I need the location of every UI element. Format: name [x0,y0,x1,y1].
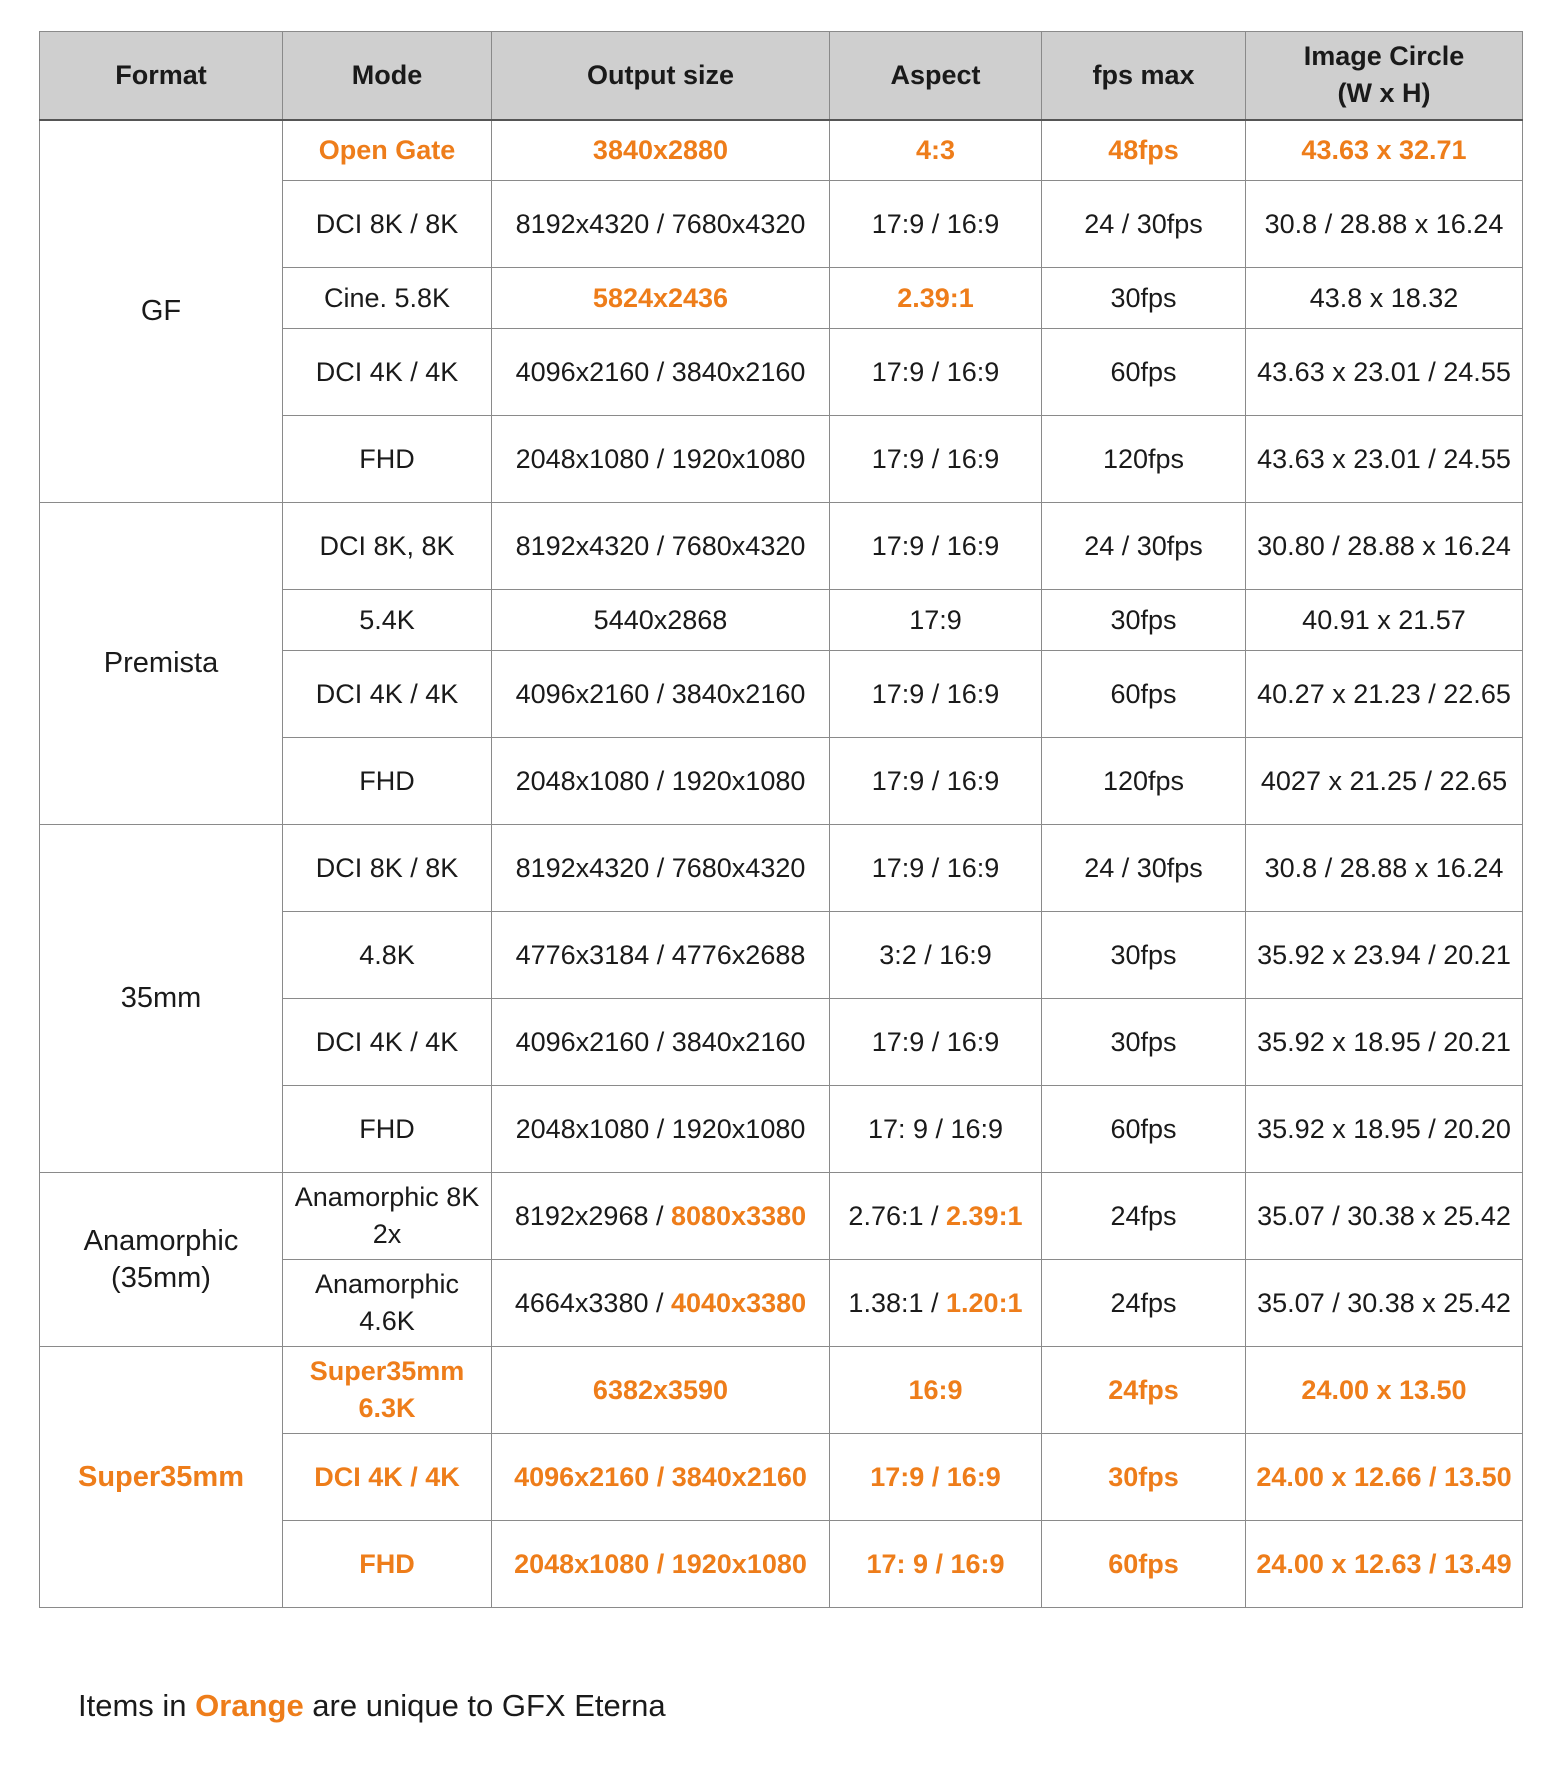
image-circle-cell: 24.00 x 12.63 / 13.49 [1246,1521,1523,1608]
fps-cell: 120fps [1042,416,1246,503]
aspect-cell: 17:9 / 16:9 [830,999,1042,1086]
output-cell: 2048x1080 / 1920x1080 [492,1086,830,1173]
mode-line1: Anamorphic [314,1269,460,1299]
mode-cell: DCI 4K / 4K [283,329,492,416]
header-aspect: Aspect [830,32,1042,120]
output-unique: 8080x3380 [671,1200,807,1231]
fps-cell: 60fps [1042,1086,1246,1173]
output-cell: 8192x4320 / 7680x4320 [492,503,830,590]
fps-cell: 24fps [1042,1347,1246,1434]
aspect-cell: 17:9 / 16:9 [830,651,1042,738]
aspect-cell: 17:9 / 16:9 [830,181,1042,268]
footnote [78,1688,666,1724]
aspect-separator: / [923,1200,947,1231]
mode-cell [283,1173,492,1260]
footnote-highlight: Orange [195,1688,304,1723]
aspect-cell: 17:9 / 16:9 [830,738,1042,825]
image-circle-cell: 24.00 x 13.50 [1246,1347,1523,1434]
output-cell: 2048x1080 / 1920x1080 [492,416,830,503]
image-circle-cell: 24.00 x 12.66 / 13.50 [1246,1434,1523,1521]
image-circle-cell: 43.63 x 23.01 / 24.55 [1246,329,1523,416]
fps-cell: 30fps [1042,912,1246,999]
image-circle-cell: 43.8 x 18.32 [1246,268,1523,329]
output-cell: 4096x2160 / 3840x2160 [492,651,830,738]
aspect-standard: 2.76:1 [848,1200,924,1231]
fps-cell: 120fps [1042,738,1246,825]
mode-cell: DCI 8K, 8K [283,503,492,590]
image-circle-cell: 35.07 / 30.38 x 25.42 [1246,1260,1523,1347]
mode-cell: FHD [283,416,492,503]
table-row [40,1173,1523,1260]
footnote-after: are unique to GFX Eterna [303,1688,666,1723]
format-cell-35mm: 35mm [40,825,283,1173]
header-image-circle-line1: Image Circle [1303,41,1465,72]
output-cell: 4096x2160 / 3840x2160 [492,329,830,416]
image-circle-cell: 40.27 x 21.23 / 22.65 [1246,651,1523,738]
header-fps-max: fps max [1042,32,1246,120]
fps-cell: 30fps [1042,999,1246,1086]
fps-cell: 24fps [1042,1173,1246,1260]
fps-cell: 60fps [1042,651,1246,738]
output-cell: 3840x2880 [492,120,830,181]
image-circle-cell: 35.07 / 30.38 x 25.42 [1246,1173,1523,1260]
format-cell-super35mm: Super35mm [40,1347,283,1608]
mode-cell: FHD [283,738,492,825]
image-circle-cell: 30.80 / 28.88 x 16.24 [1246,503,1523,590]
output-cell [492,1173,830,1260]
aspect-separator: / [923,1287,947,1318]
format-cell-anamorphic [40,1173,283,1347]
header-mode: Mode [283,32,492,120]
mode-line2: 2x [372,1219,402,1249]
table-row [40,120,1523,181]
format-anamorphic-line2: (35mm) [111,1261,211,1294]
image-circle-cell: 4027 x 21.25 / 22.65 [1246,738,1523,825]
output-cell: 8192x4320 / 7680x4320 [492,181,830,268]
aspect-cell: 2.39:1 [830,268,1042,329]
fps-cell: 24 / 30fps [1042,503,1246,590]
spec-table-container [39,31,1522,1608]
aspect-cell: 17:9 [830,590,1042,651]
image-circle-cell: 35.92 x 18.95 / 20.21 [1246,999,1523,1086]
output-cell: 4776x3184 / 4776x2688 [492,912,830,999]
table-row [40,825,1523,912]
image-circle-cell: 43.63 x 23.01 / 24.55 [1246,416,1523,503]
output-cell: 8192x4320 / 7680x4320 [492,825,830,912]
header-output-size: Output size [492,32,830,120]
aspect-unique: 1.20:1 [946,1287,1023,1318]
fps-cell: 48fps [1042,120,1246,181]
mode-cell: DCI 8K / 8K [283,181,492,268]
aspect-cell: 17: 9 / 16:9 [830,1086,1042,1173]
header-image-circle [1246,32,1523,120]
fps-cell: 30fps [1042,268,1246,329]
aspect-cell: 17:9 / 16:9 [830,1434,1042,1521]
image-circle-cell: 43.63 x 32.71 [1246,120,1523,181]
aspect-cell [830,1173,1042,1260]
mode-cell: FHD [283,1086,492,1173]
fps-cell: 30fps [1042,1434,1246,1521]
fps-cell: 60fps [1042,1521,1246,1608]
fps-cell: 24 / 30fps [1042,825,1246,912]
output-separator: / [648,1200,671,1231]
aspect-unique: 2.39:1 [946,1200,1023,1231]
aspect-cell: 17: 9 / 16:9 [830,1521,1042,1608]
fps-cell: 24fps [1042,1260,1246,1347]
mode-cell: 4.8K [283,912,492,999]
fps-cell: 24 / 30fps [1042,181,1246,268]
aspect-standard: 1.38:1 [848,1287,924,1318]
format-cell-premista: Premista [40,503,283,825]
table-row [40,1347,1523,1434]
footnote-before: Items in [78,1688,196,1723]
output-cell: 6382x3590 [492,1347,830,1434]
mode-cell: FHD [283,1521,492,1608]
output-cell: 2048x1080 / 1920x1080 [492,1521,830,1608]
image-circle-cell: 35.92 x 23.94 / 20.21 [1246,912,1523,999]
mode-line2: 4.6K [359,1306,415,1336]
image-circle-cell: 30.8 / 28.88 x 16.24 [1246,825,1523,912]
mode-line2: 6.3K [358,1393,416,1423]
mode-cell: Cine. 5.8K [283,268,492,329]
aspect-cell [830,1260,1042,1347]
output-cell: 2048x1080 / 1920x1080 [492,738,830,825]
mode-cell [283,1260,492,1347]
aspect-cell: 17:9 / 16:9 [830,825,1042,912]
image-circle-cell: 35.92 x 18.95 / 20.20 [1246,1086,1523,1173]
mode-cell: DCI 8K / 8K [283,825,492,912]
header-image-circle-line2: (W x H) [1337,78,1431,109]
aspect-cell: 17:9 / 16:9 [830,329,1042,416]
mode-line1: Anamorphic 8K [294,1182,480,1212]
output-cell [492,1260,830,1347]
format-anamorphic-line1: Anamorphic [83,1224,239,1257]
header-format: Format [40,32,283,120]
header-row [40,32,1523,120]
output-separator: / [648,1287,671,1318]
aspect-cell: 3:2 / 16:9 [830,912,1042,999]
mode-cell: DCI 4K / 4K [283,1434,492,1521]
output-standard: 8192x2968 [514,1200,649,1231]
image-circle-cell: 40.91 x 21.57 [1246,590,1523,651]
sensor-mode-spec-table [39,31,1523,1608]
aspect-cell: 4:3 [830,120,1042,181]
output-cell: 5824x2436 [492,268,830,329]
mode-cell: DCI 4K / 4K [283,999,492,1086]
output-standard: 4664x3380 [514,1287,649,1318]
output-cell: 5440x2868 [492,590,830,651]
mode-cell [283,1347,492,1434]
mode-line1: Super35mm [309,1356,465,1386]
table-row [40,503,1523,590]
fps-cell: 30fps [1042,590,1246,651]
mode-cell: 5.4K [283,590,492,651]
mode-cell: Open Gate [283,120,492,181]
output-cell: 4096x2160 / 3840x2160 [492,1434,830,1521]
output-cell: 4096x2160 / 3840x2160 [492,999,830,1086]
mode-cell: DCI 4K / 4K [283,651,492,738]
format-cell-gf: GF [40,120,283,503]
aspect-cell: 16:9 [830,1347,1042,1434]
output-unique: 4040x3380 [671,1287,807,1318]
fps-cell: 60fps [1042,329,1246,416]
aspect-cell: 17:9 / 16:9 [830,416,1042,503]
aspect-cell: 17:9 / 16:9 [830,503,1042,590]
image-circle-cell: 30.8 / 28.88 x 16.24 [1246,181,1523,268]
